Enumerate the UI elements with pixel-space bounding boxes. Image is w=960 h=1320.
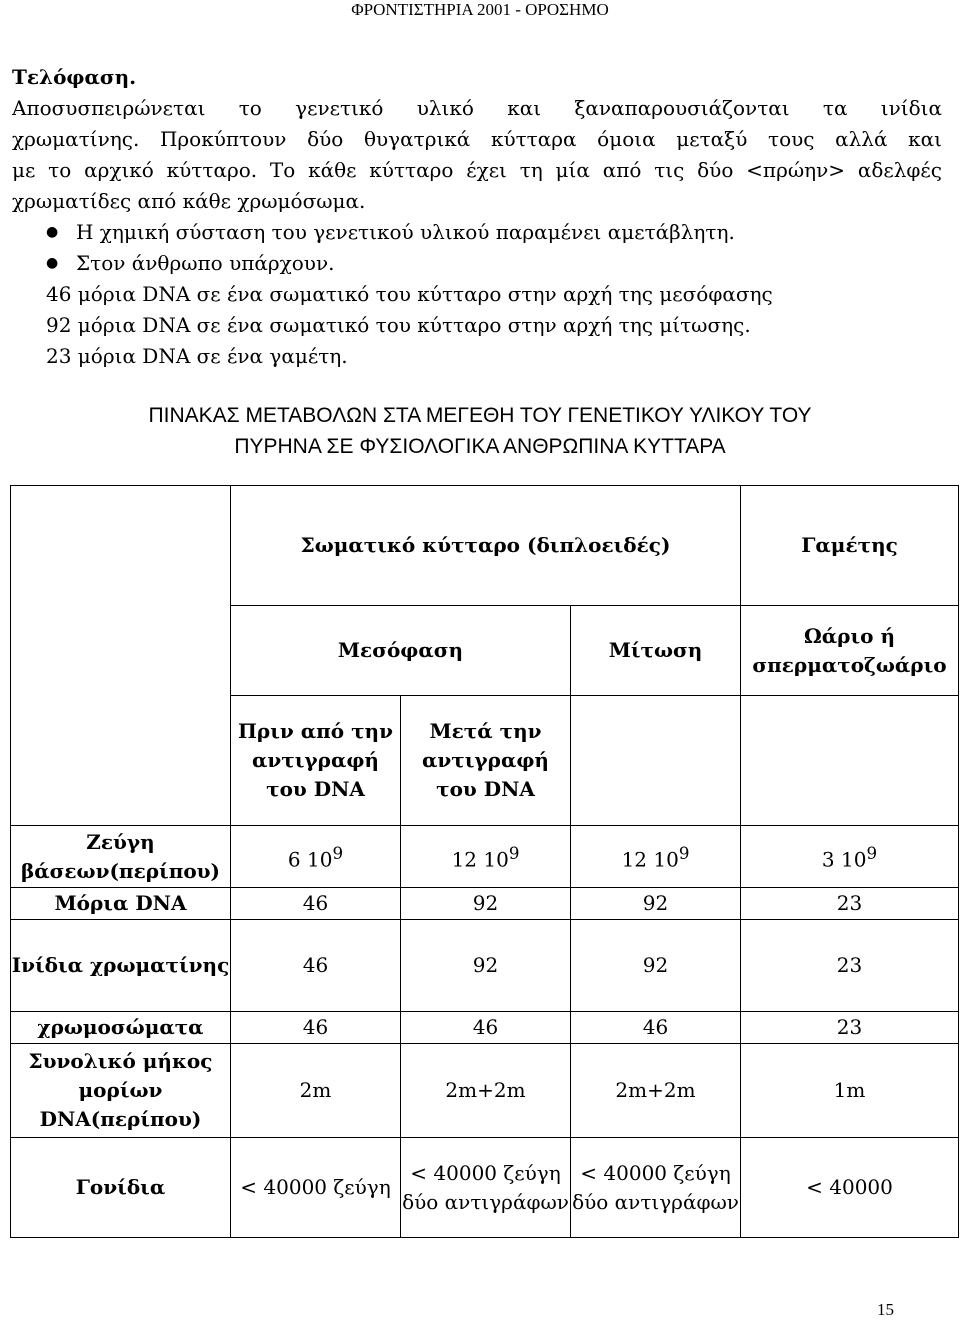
table-row [11,1044,959,1138]
header-before-replication: Πριν από την αντιγραφή του DNA [231,696,401,826]
table-cell: 6 $10^9$ [231,826,401,888]
paragraph-line: Αποσυσπειρώνεται το γενετικό υλικό και ξαναπαρουσιάζονται τα ινίδια [12,96,942,120]
table-cell: 92 [571,920,741,1012]
table-cell: 92 [401,920,571,1012]
section-body [12,62,942,372]
table-subheader-row [11,696,959,826]
table-cell: 23 [741,888,959,920]
table-cell: < 40000 ζεύγη [231,1138,401,1238]
header-after-replication: Μετά την αντιγραφή του DNA [401,696,571,826]
bullet-icon: ● [46,224,59,240]
bullet-item: ● Η χημική σύσταση του γενετικού υλικού παραμένει αμετάβλητη. [12,217,942,248]
header-gamete-sub: Ωάριο ή σπερματοζωάριο [741,606,959,696]
row-label: Ζεύγη βάσεων(περίπου) [11,826,231,888]
table-cell: < 40000 ζεύγη δύο αντιγράφων [401,1138,571,1238]
header-somatic: Σωματικό κύτταρο (διπλοειδές) [231,486,741,606]
row-label: Μόρια DNA [11,888,231,920]
bullet-icon: ● [46,255,59,271]
header-mitosis: Μίτωση [571,606,741,696]
table-cell: 46 [401,1012,571,1044]
row-label: Ινίδια χρωματίνης [11,920,231,1012]
table-row [11,920,959,1012]
paragraph-line: χρωματίδες από κάθε χρωμόσωμα. [12,189,366,213]
table-cell: 92 [571,888,741,920]
fact-line: 92 μόρια DNA σε ένα σωματικό του κύτταρο στην αρχή της μίτωσης. [46,313,751,337]
empty-corner-cell [11,486,231,606]
table-cell: 2m+2m [571,1044,741,1138]
table-cell: 2m [231,1044,401,1138]
bullet-item: ● Στον άνθρωπο υπάρχουν. [12,248,942,279]
table-row [11,826,959,888]
paragraph-line: χρωματίνης. Προκύπτουν δύο θυγατρικά κύτταρα όμοια μεταξύ τους αλλά και [12,127,942,151]
row-label: Γονίδια [11,1138,231,1238]
table-cell: 46 [571,1012,741,1044]
page-number: 15 [877,1300,894,1319]
table-caption: ΠΙΝΑΚΑΣ ΜΕΤΑΒΟΛΩΝ ΣΤΑ ΜΕΓΕΘΗ ΤΟΥ ΓΕΝΕΤΙΚΟΥ ΥΛΙΚΟΥ ΤΟΥ ΠΥΡΗΝΑ ΣΕ ΦΥΣΙΟΛΟΓΙΚΑ ΑΝΘΡΩΠΙΝΑ ΚΥΤΤΑΡΑ [148,404,812,458]
empty-cell [571,696,741,826]
table-cell: < 40000 [741,1138,959,1238]
table-cell: 46 [231,920,401,1012]
empty-corner-cell [11,696,231,826]
header-interphase: Μεσόφαση [231,606,571,696]
fact-line: 46 μόρια DNA σε ένα σωματικό του κύτταρο στην αρχή της μεσόφασης [46,282,773,306]
table-cell: 46 [231,888,401,920]
page-header: ΦΡΟΝΤΙΣΤΗΡΙΑ 2001 - ΟΡΟΣΗΜΟ [351,0,609,19]
table-cell: 12 $10^9$ [401,826,571,888]
empty-cell [741,696,959,826]
row-label: χρωμοσώματα [11,1012,231,1044]
paragraph-line: με το αρχικό κύτταρο. Το κάθε κύτταρο έχει τη μία από τις δύο <πρώην> αδελφές [12,158,942,182]
table-cell: 2m+2m [401,1044,571,1138]
table-row [11,888,959,920]
genetic-material-table [10,485,959,1238]
table-row [11,1138,959,1238]
fact-line: 23 μόρια DNA σε ένα γαμέτη. [46,344,348,368]
empty-corner-cell [11,606,231,696]
header-gamete: Γαμέτης [741,486,959,606]
section-title: Τελόφαση. [12,65,137,89]
table-cell: 46 [231,1012,401,1044]
row-label: Συνολικό μήκος μορίων DNA(περίπου) [11,1044,231,1138]
table-cell: < 40000 ζεύγη δύο αντιγράφων [571,1138,741,1238]
table-cell: 1m [741,1044,959,1138]
table-cell: 23 [741,920,959,1012]
table-cell: 3 $10^9$ [741,826,959,888]
table-cell: 23 [741,1012,959,1044]
table-subheader-row [11,606,959,696]
table-cell: 92 [401,888,571,920]
table-row [11,1012,959,1044]
table-header-row [11,486,959,606]
table-cell: 12 $10^9$ [571,826,741,888]
